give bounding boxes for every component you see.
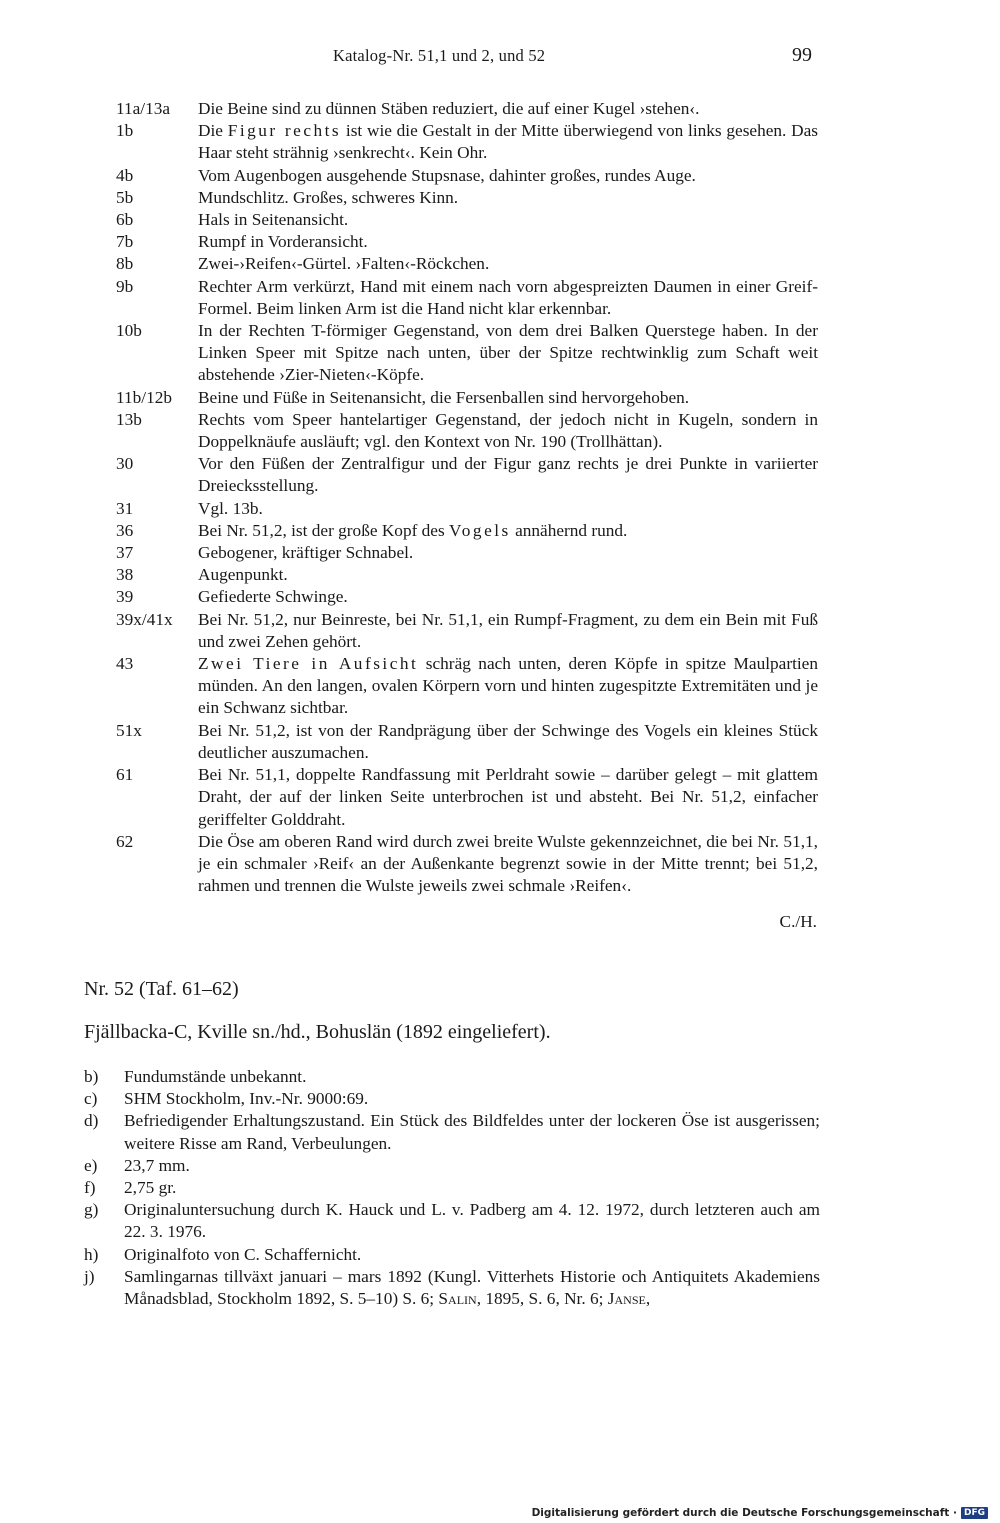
catalog-field: [84, 1199, 820, 1243]
entry-code: 10b: [116, 321, 142, 341]
catalog-entry: [116, 98, 818, 120]
find-site-heading: Fjällbacka-C, Kville sn./hd., Bohuslän (1892 eingeliefert).: [84, 1021, 551, 1043]
entry-text: Die Figur rechts ist wie die Gestalt in der Mitte überwiegend von links gesehen. Das Haar steht strähnig ›senkrecht‹. Kein Ohr.: [198, 121, 818, 163]
entry-text: Gefiederte Schwinge.: [198, 587, 348, 607]
entry-text: Mundschlitz. Großes, schweres Kinn.: [198, 187, 459, 207]
entry-text: Beine und Füße in Seitenansicht, die Fersenballen sind hervorgehoben.: [198, 387, 690, 407]
entry-text: Rechter Arm verkürzt, Hand mit einem nach vorn abgespreizten Daumen in einer Greif-Formel. Beim linken Arm ist die Hand nicht klar erkennbar.: [198, 276, 818, 318]
field-label: b): [84, 1067, 99, 1086]
entry-text: Rumpf in Vorderansicht.: [198, 232, 368, 252]
author-signature: C./H.: [779, 912, 817, 931]
entry-code: 11a/13a: [116, 99, 171, 118]
field-value: Originaluntersuchung durch K. Hauck und L. v. Padberg am 4. 12. 1972, durch letzteren auch am 22. 3. 1976.: [124, 1200, 820, 1242]
catalog-field: [84, 1266, 820, 1310]
catalog-entry: [116, 276, 818, 320]
entry-code: 39: [116, 587, 134, 607]
field-label: f): [84, 1178, 96, 1198]
dfg-logo-icon: DFG: [961, 1507, 988, 1519]
catalog-entry: [116, 498, 818, 520]
catalog-entry: [116, 231, 818, 253]
entry-text: In der Rechten T-förmiger Gegenstand, von dem drei Balken Querstege haben. In der Linken Speer mit Spitze nach unten, über der Spitze rechtwinklig zum Schaft weit abstehende ›Zier-Nieten‹-Köpfe.: [198, 321, 818, 385]
entry-code: 37: [116, 543, 134, 563]
spaced-emphasis: Zwei Tiere in Aufsicht: [198, 654, 419, 674]
entry-text: Zwei Tiere in Aufsicht schräg nach unten, deren Köpfe in spitze Maulpartien münden. An den langen, ovalen Körpern vorn und hinten zugespitzte Extremitäten und je ein Schwanz sichtbar.: [198, 654, 818, 718]
catalog-field: [84, 1177, 820, 1199]
entry-text: Gebogener, kräftiger Schnabel.: [198, 543, 414, 563]
entry-code: 51x: [116, 720, 142, 740]
catalog-fields: [84, 1066, 820, 1310]
entry-code: 43: [116, 654, 134, 674]
entry-text: Hals in Seitenansicht.: [198, 210, 349, 230]
entry-text: Bei Nr. 51,2, ist der große Kopf des Vogels annähernd rund.: [198, 520, 628, 540]
entry-code: 39x/41x: [116, 609, 173, 629]
entry-code: 9b: [116, 276, 134, 296]
field-label: h): [84, 1244, 99, 1264]
entry-text: Vgl. 13b.: [198, 498, 263, 518]
entry-code: 8b: [116, 254, 134, 274]
field-value: 2,75 gr.: [124, 1178, 177, 1198]
field-label: j): [84, 1266, 95, 1286]
catalog-field: [84, 1110, 820, 1154]
entry-text: Augenpunkt.: [198, 565, 288, 585]
entry-code: 13b: [116, 409, 142, 429]
entry-code: 6b: [116, 210, 134, 230]
entry-text: Rechts vom Speer hantelartiger Gegenstand, der jedoch nicht in Kugeln, sondern in Doppelknäufe ausläuft; vgl. den Kontext von Nr. 190 (Trollhättan).: [198, 409, 818, 452]
catalog-entry: [116, 187, 818, 209]
catalog-field: [84, 1066, 820, 1088]
field-value: SHM Stockholm, Inv.-Nr. 9000:69.: [124, 1089, 369, 1109]
field-value: Befriedigender Erhaltungszustand. Ein Stück des Bildfeldes unter der lockeren Öse ist ausgerissen; weitere Risse am Rand, Verbeulungen.: [124, 1111, 820, 1153]
catalog-entry: [116, 542, 818, 564]
running-title: Katalog-Nr. 51,1 und 2, und 52: [333, 46, 546, 65]
catalog-entry: [116, 165, 818, 187]
field-label: g): [84, 1200, 99, 1220]
running-header: [0, 46, 1000, 74]
catalog-entry: [116, 387, 818, 409]
catalog-number-heading: Nr. 52 (Taf. 61–62): [84, 978, 239, 1000]
catalog-entry: [116, 609, 818, 653]
catalog-entry: [116, 320, 818, 387]
catalog-entry: [116, 253, 818, 275]
entry-code: 5b: [116, 187, 134, 207]
entry-code: 36: [116, 520, 134, 540]
catalog-entry: [116, 453, 818, 497]
entry-text: Bei Nr. 51,1, doppelte Randfassung mit Perldraht sowie – darüber gelegt – mit glattem Draht, der auf der linken Seite unterbrochen ist und absteht. Bei Nr. 51,2, einfacher geriffelter Golddraht.: [198, 765, 818, 829]
entry-code: 7b: [116, 232, 134, 252]
entry-text: Bei Nr. 51,2, nur Beinreste, bei Nr. 51,1, ein Rumpf-Fragment, zu dem ein Bein mit Fuß und zwei Zehen gehört.: [198, 609, 818, 651]
catalog-field: [84, 1088, 820, 1110]
catalog-entry: [116, 831, 818, 898]
catalog-field: [84, 1244, 820, 1266]
catalog-entry: [116, 409, 818, 453]
catalog-entries: [116, 98, 818, 897]
field-label: c): [84, 1089, 98, 1109]
catalog-field: [84, 1155, 820, 1177]
entry-code: 11b/12b: [116, 387, 173, 407]
entry-code: 30: [116, 454, 134, 474]
entry-code: 62: [116, 831, 134, 851]
field-value: 23,7 mm.: [124, 1155, 190, 1175]
author-name: Janse: [607, 1289, 646, 1309]
entry-code: 31: [116, 498, 134, 518]
entry-text: Zwei-›Reifen‹-Gürtel. ›Falten‹-Röckchen.: [198, 254, 490, 274]
entry-text: Bei Nr. 51,2, ist von der Randprägung über der Schwinge des Vogels ein kleines Stück deutlicher auszumachen.: [198, 720, 818, 762]
page-number: 99: [792, 44, 812, 66]
spaced-emphasis: Figur rechts: [227, 121, 342, 141]
catalog-entry: [116, 209, 818, 231]
catalog-entry: [116, 564, 818, 586]
spaced-emphasis: Vogels: [449, 520, 511, 540]
field-value: Fundumstände unbekannt.: [124, 1067, 307, 1086]
entry-code: 38: [116, 565, 134, 585]
entry-text: Die Beine sind zu dünnen Stäben reduziert, die auf einer Kugel ›stehen‹.: [198, 99, 700, 118]
catalog-entry: [116, 653, 818, 720]
field-label: e): [84, 1155, 98, 1175]
catalog-entry: [116, 720, 818, 764]
field-label: d): [84, 1111, 99, 1131]
entry-text: Vor den Füßen der Zentralfigur und der Figur ganz rechts je drei Punkte in variierter Dreiecksstellung.: [198, 454, 818, 496]
catalog-entry: [116, 120, 818, 164]
entry-text: Die Öse am oberen Rand wird durch zwei breite Wulste gekennzeichnet, die bei Nr. 51,1, je ein schmaler ›Reif‹ an der Außenkante begrenzt sowie in der Mitte trennt; bei 51,2, rahmen und trennen die Wulste jeweils zwei schmale ›Reifen‹.: [198, 831, 818, 896]
funding-footer: [532, 1505, 988, 1521]
entry-code: 1b: [116, 121, 134, 141]
catalog-entry: [116, 764, 818, 831]
catalog-entry: [116, 520, 818, 542]
entry-code: 4b: [116, 165, 134, 185]
footer-text: Digitalisierung gefördert durch die Deutsche Forschungsgemeinschaft ·: [531, 1507, 957, 1519]
field-value: Samlingarnas tillväxt januari – mars 1892 (Kungl. Vitterhets Historie och Antiquitets Akademiens Månadsblad, Stockholm 1892, S. 5–10) S. 6; Salin, 1895, S. 6, Nr. 6; Janse,: [124, 1266, 820, 1309]
catalog-entry: [116, 586, 818, 608]
entry-code: 61: [116, 765, 134, 785]
field-value: Originalfoto von C. Schaffernicht.: [124, 1244, 362, 1264]
author-name: Salin: [438, 1289, 477, 1309]
entry-text: Vom Augenbogen ausgehende Stupsnase, dahinter großes, rundes Auge.: [198, 165, 696, 185]
